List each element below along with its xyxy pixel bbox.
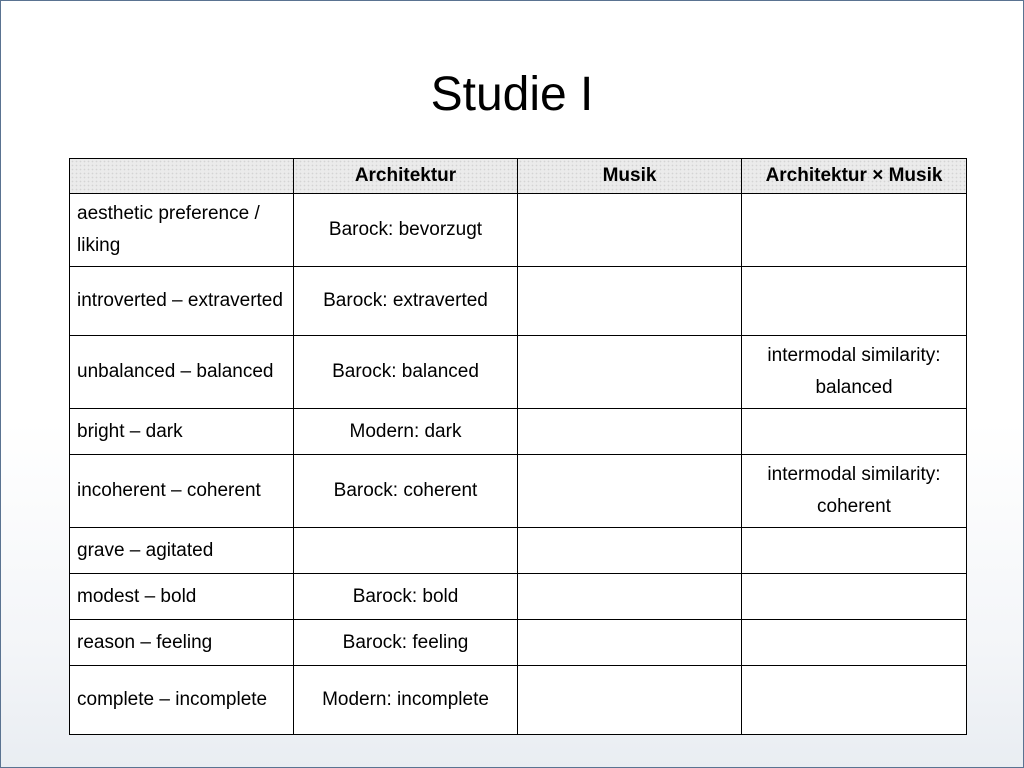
architektur-x-musik-cell: intermodal similarity: coherent [742, 455, 967, 528]
architektur-cell: Barock: bevorzugt [294, 194, 518, 267]
row-label: reason – feeling [70, 620, 294, 666]
musik-cell [518, 574, 742, 620]
row-label: grave – agitated [70, 528, 294, 574]
musik-cell [518, 409, 742, 455]
architektur-cell: Barock: extraverted [294, 267, 518, 336]
musik-cell [518, 528, 742, 574]
table-row [70, 194, 967, 267]
musik-cell [518, 194, 742, 267]
architektur-cell: Modern: incomplete [294, 666, 518, 735]
row-label: bright – dark [70, 409, 294, 455]
architektur-cell: Barock: balanced [294, 336, 518, 409]
architektur-x-musik-cell [742, 666, 967, 735]
table-row [70, 574, 967, 620]
row-label: introverted – extraverted [70, 267, 294, 336]
musik-cell [518, 666, 742, 735]
table-row [70, 336, 967, 409]
musik-cell [518, 267, 742, 336]
header-cell-architektur: Architektur [294, 159, 518, 194]
architektur-x-musik-cell: intermodal similarity: balanced [742, 336, 967, 409]
header-cell-musik: Musik [518, 159, 742, 194]
architektur-cell [294, 528, 518, 574]
architektur-x-musik-cell [742, 574, 967, 620]
slide-title: Studie I [430, 68, 594, 121]
results-table [69, 158, 967, 735]
architektur-x-musik-cell [742, 194, 967, 267]
musik-cell [518, 336, 742, 409]
table-row [70, 666, 967, 735]
table-row [70, 455, 967, 528]
row-label: aesthetic preference / liking [70, 194, 294, 267]
architektur-x-musik-cell [742, 409, 967, 455]
row-label: modest – bold [70, 574, 294, 620]
architektur-cell: Modern: dark [294, 409, 518, 455]
architektur-x-musik-cell [742, 267, 967, 336]
header-cell-architektur-x-musik: Architektur × Musik [742, 159, 967, 194]
musik-cell [518, 455, 742, 528]
architektur-cell: Barock: coherent [294, 455, 518, 528]
table-header-row [70, 159, 967, 194]
architektur-cell: Barock: bold [294, 574, 518, 620]
architektur-x-musik-cell [742, 528, 967, 574]
table-row [70, 409, 967, 455]
musik-cell [518, 620, 742, 666]
header-cell-empty [70, 159, 294, 194]
row-label: complete – incomplete [70, 666, 294, 735]
architektur-cell: Barock: feeling [294, 620, 518, 666]
table-row [70, 620, 967, 666]
table-row [70, 267, 967, 336]
architektur-x-musik-cell [742, 620, 967, 666]
row-label: incoherent – coherent [70, 455, 294, 528]
table-row [70, 528, 967, 574]
row-label: unbalanced – balanced [70, 336, 294, 409]
